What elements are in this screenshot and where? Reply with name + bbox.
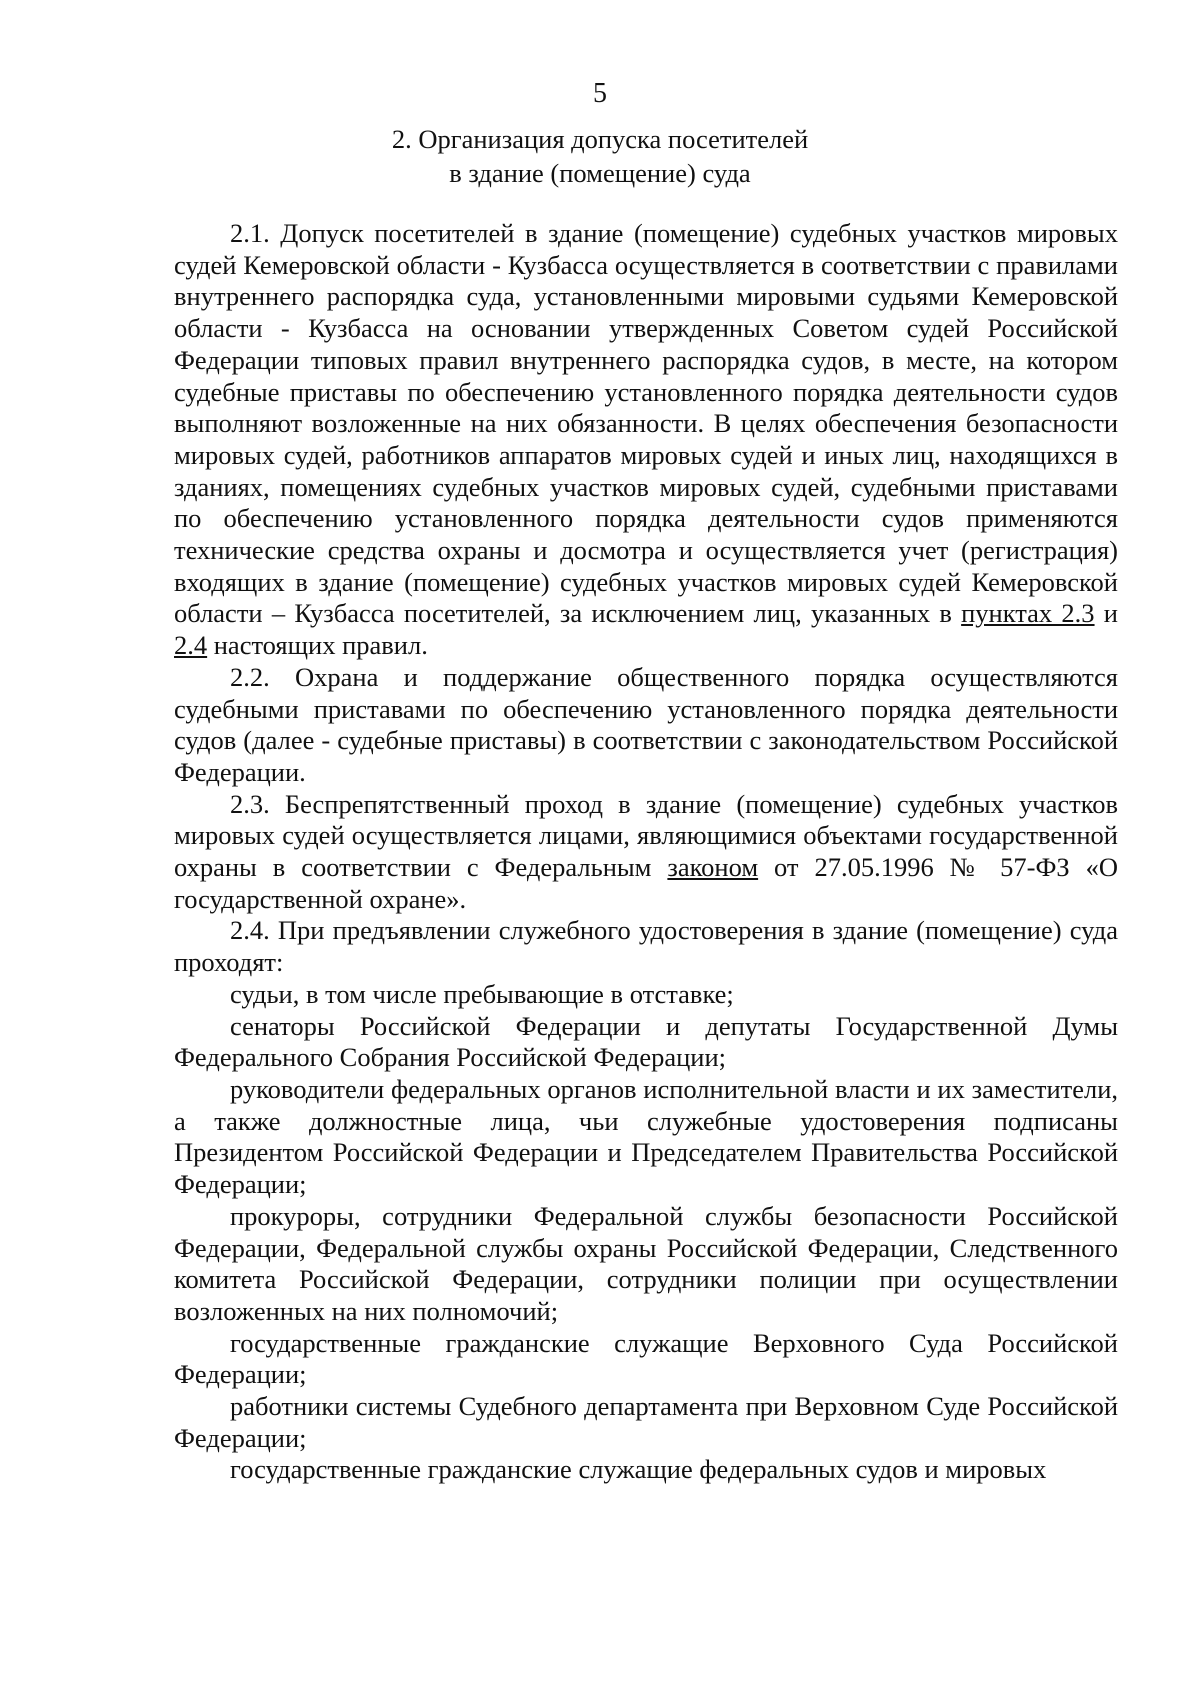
- paragraph-2-1-text-a: 2.1. Допуск посетителей в здание (помещение) судебных участков мировых судей Кемеровской области - Кузбасса осуществляется в соответствии с правилами внутреннего распорядка суда, установленными мировыми судьями Кемеровской области - Кузбасса на основании утвержденных Советом судей Российской Федерации типовых правил внутреннего распорядка судов, в месте, на котором судебные приставы по обеспечению установленного порядка деятельности судов выполняют возложенные на них обязанности. В целях обеспечения безопасности мировых судей, работников аппаратов мировых судей и иных лиц, находящихся в зданиях, помещениях судебных участков мировых судей, судебными приставами по обеспечению установленного порядка деятельности судов применяются технические средства охраны и досмотра и осуществляется учет (регистрация) входящих в здание (помещение) судебных участков мировых судей Кемеровской области – Кузбасса посетителей, за исключением лиц, указанных в: [174, 218, 1118, 629]
- paragraph-2-1-text-b: и: [1094, 598, 1118, 629]
- paragraph-2-3: [174, 789, 1118, 916]
- link-federal-law[interactable]: законом: [667, 852, 759, 883]
- list-item-judges: судьи, в том числе пребывающие в отставке;: [230, 978, 734, 1009]
- list-item-senators: сенаторы Российской Федерации и депутаты Государственной Думы Федерального Собрания Российской Федерации;: [174, 1010, 1118, 1073]
- paragraph-2-4: 2.4. При предъявлении служебного удостоверения в здание (помещение) суда проходят:: [174, 915, 1118, 978]
- paragraph-2-3-text-a: 2.3. Беспрепятственный проход в здание (помещение) судебных участков мировых судей осуществляется лицами, являющимися объектами государственной охраны в соответствии с Федеральным: [174, 788, 1118, 883]
- page-number: 5: [593, 78, 607, 109]
- list-item-supreme-court-staff: государственные гражданские служащие Верховного Суда Российской Федерации;: [174, 1327, 1118, 1390]
- list-item-prosecutors: прокуроры, сотрудники Федеральной службы безопасности Российской Федерации, Федеральной службы охраны Российской Федерации, Следственного комитета Российской Федерации, сотрудники полиции при осуществлении возложенных на них полномочий;: [174, 1200, 1118, 1326]
- paragraph-2-1-text-c: настоящих правил.: [207, 630, 428, 661]
- list-item-judicial-department: работники системы Судебного департамента при Верховном Суде Российской Федерации;: [174, 1391, 1118, 1453]
- section-heading-line-1: 2. Организация допуска посетителей: [391, 124, 809, 154]
- list-item-federal-heads: руководители федеральных органов исполнительной власти и их заместители, а также должностные лица, чьи служебные удостоверения подписаны Президентом Российской Федерации и Председателем Правительства Российской Федерации;: [174, 1073, 1118, 1200]
- link-clause-2-4[interactable]: 2.4: [174, 630, 208, 661]
- document-body: [174, 218, 1118, 1486]
- list-item-court-servants: государственные гражданские служащие федеральных судов и мировых: [230, 1454, 1047, 1485]
- paragraph-2-1: [174, 218, 1118, 662]
- paragraph-2-3-text-b: от 27.05.1996 № 57-ФЗ «О государственной охране».: [174, 852, 1118, 914]
- link-clauses-2-3[interactable]: пунктах 2.3: [961, 598, 1095, 629]
- section-heading: [0, 122, 1200, 190]
- section-heading-line-2: в здание (помещение) суда: [449, 158, 751, 188]
- paragraph-2-2: 2.2. Охрана и поддержание общественного порядка осуществляются судебными приставами по обеспечению установленного порядка деятельности судов (далее - судебные приставы) в соответствии с законодательством Российской Федерации.: [174, 661, 1118, 787]
